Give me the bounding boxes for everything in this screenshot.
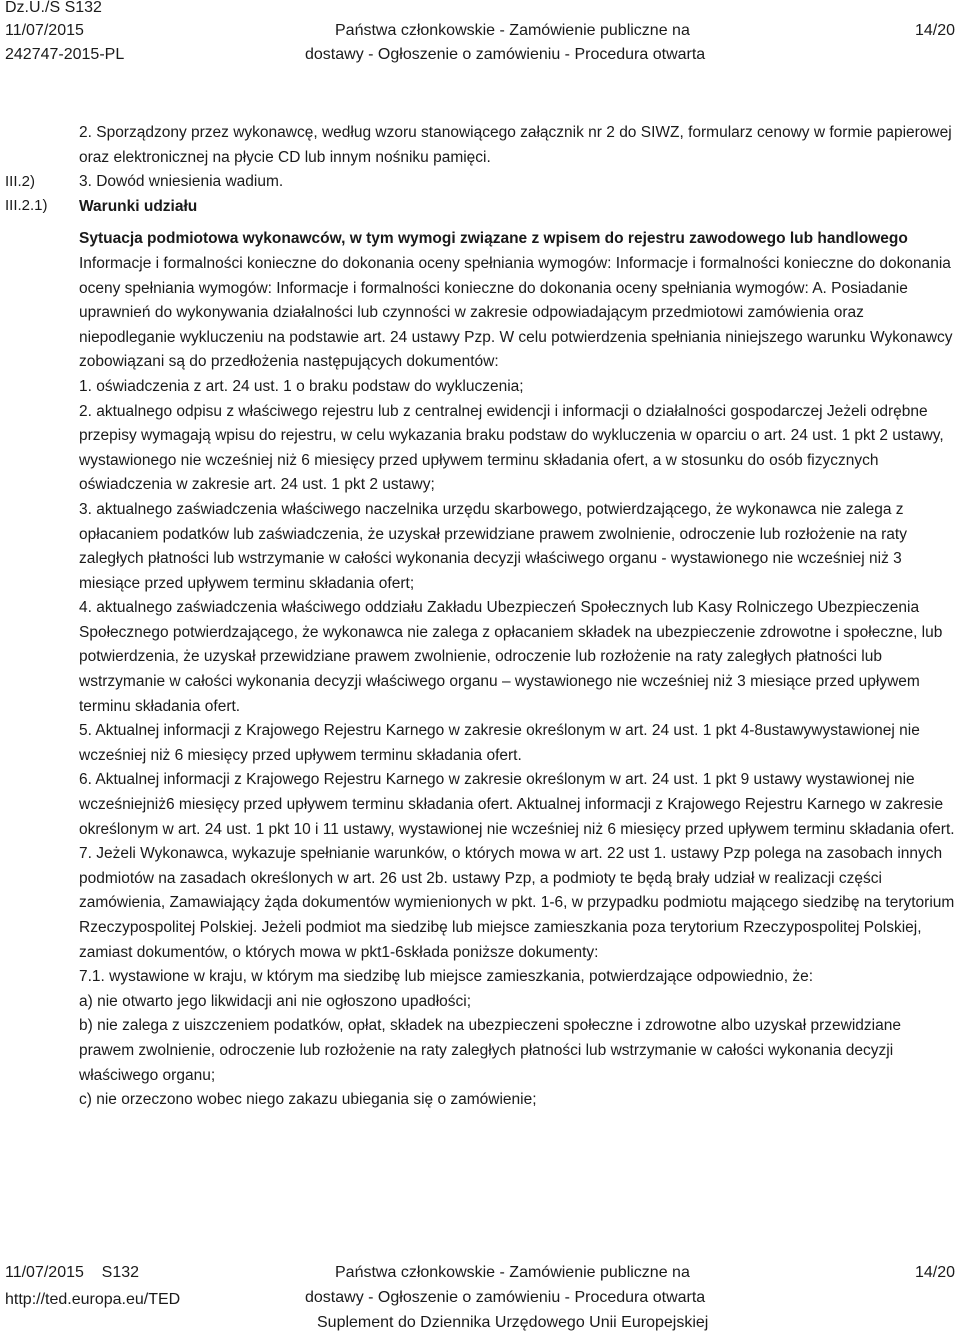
- section-number-iii-2-1: III.2.1): [5, 197, 48, 214]
- page-header: [0, 0, 960, 72]
- footer-title-line2: dostawy - Ogłoszenie o zamówieniu - Procedura otwarta: [305, 1289, 706, 1306]
- paragraph-info: Informacje i formalności konieczne do dokonania oceny spełniania wymogów: Informacje i formalności konieczne do dokonania oceny spełniania wymogów: Informacje i formalności konieczne do dokonania oceny spełniania wymogów: A. Posiadanie uprawnień do wykonywania działalności lub czynności w zakresie odpowiadającym przedmiotowi zamówienia oraz niepodleganie wykluczeniu na podstawie art. 24 ustawy Pzp. W celu potwierdzenia spełniania niniejszego warunku Wykonawcy zobowiązani są do przedłożenia następujących dokumentów:: [79, 254, 953, 371]
- header-title-line2: dostawy - Ogłoszenie o zamówieniu - Procedura otwarta: [305, 46, 706, 63]
- list-item-6: 6. Aktualnej informacji z Krajowego Rejestru Karnego w zakresie określonym w art. 24 ust. 1 pkt 9 ustawy wystawionej nie wcześniejniż6 miesięcy przed upływem terminu składania ofert. Aktualnej informacji z Krajowego Rejestru Karnego w zakresie określonym w art. 24 ust. 1 pkt 10 i 11 ustawy, wystawionej nie wcześniej niż 6 miesięcy przed upływem terminu składania ofert.: [79, 771, 955, 838]
- list-item-2: 2. aktualnego odpisu z właściwego rejestru lub z centralnej ewidencji i informacji o działalności gospodarczej Jeżeli odrębne przepisy wymagają wpisu do rejestru, w celu wykazania braku podstaw do wykluczenia w oparciu o art. 24 ust. 1 pkt 2 ustawy, wystawionego nie wcześniej niż 6 miesięcy przed upływem terminu składania ofert, a w stosunku do osób fizycznych oświadczenia w zakresie art. 24 ust. 1 pkt 2 ustawy;: [79, 402, 944, 494]
- list-item-7: 7. Jeżeli Wykonawca, wykazuje spełnianie warunków, o których mowa w art. 22 ust 1. ustawy Pzp polega na zasobach innych podmiotów na zasadach określonych w art. 26 ust 2b. ustawy Pzp, a podmioty te będą brały udział w realizacji części zamówienia, Zamawiający żąda dokumentów wymienionych w pkt. 1-6, w przypadku podmiotu mającego siedzibę na terytorium Rzeczypospolitej Polskiej. Jeżeli podmiot ma siedzibę lub miejsce zamieszkania poza terytorium Rzeczypospolitej Polskiej, zamiast dokumentów, o których mowa w pkt1-6składa poniższe dokumenty:: [79, 845, 955, 961]
- page-footer: [0, 1262, 960, 1334]
- header-date: 11/07/2015: [5, 22, 84, 39]
- list-item-b: b) nie zalega z uiszczeniem podatków, opłat, składek na ubezpieczeni społeczne i zdrowotne albo uzyskał przewidziane prawem zwolnienie, odroczenie lub rozłożenie na raty zaległych płatności lub wstrzymanie w całości wykonania decyzji właściwego organu;: [79, 1017, 901, 1084]
- list-item-a: a) nie otwarto jego likwidacji ani nie ogłoszono upadłości;: [79, 992, 472, 1010]
- paragraph-item-3: 3. Dowód wniesienia wadium.: [79, 173, 284, 191]
- list-item-c: c) nie orzeczono wobec niego zakazu ubiegania się o zamówienie;: [79, 1091, 537, 1109]
- list-item-7-1: 7.1. wystawione w kraju, w którym ma siedzibę lub miejsce zamieszkania, potwierdzające odpowiednio, że:: [79, 968, 813, 986]
- footer-title-line3: Suplement do Dziennika Urzędowego Unii Europejskiej: [317, 1314, 709, 1331]
- footer-date-section: 11/07/2015 S132: [5, 1264, 140, 1281]
- paragraph-item-2: 2. Sporządzony przez wykonawcę, według wzoru stanowiącego załącznik nr 2 do SIWZ, formularz cenowy w formie papierowej oraz elektronicznej na płycie CD lub innym nośniku pamięci.: [79, 124, 952, 166]
- footer-url-link[interactable]: http://ted.europa.eu/TED: [5, 1291, 181, 1308]
- list-item-3: 3. aktualnego zaświadczenia właściwego naczelnika urzędu skarbowego, potwierdzającego, że wykonawca nie zalega z opłacaniem podatków lub zaświadczenia, że uzyskał przewidziane prawem zwolnienie, odroczenie lub rozłożenie na raty zaległych płatności lub wstrzymanie w całości wykonania decyzji właściwego organu - wystawionego nie wcześniej niż 3 miesiące przed upływem terminu składania ofert;: [79, 500, 907, 592]
- list-item-4: 4. aktualnego zaświadczenia właściwego oddziału Zakładu Ubezpieczeń Społecznych lub Kasy Rolniczego Ubezpieczenia Społecznego potwierdzającego, że wykonawca nie zalega z opłacaniem składek na ubezpieczenie zdrowotne i społeczne, lub potwierdzenia, że uzyskał przewidziane prawem zwolnienie, odroczenie lub rozłożenie na raty zaległych płatności lub wstrzymanie w całości wykonania decyzji właściwego organu – wystawionego nie wcześniej niż 3 miesiące przed upływem terminu składania ofert.: [79, 599, 943, 715]
- document-body: [79, 121, 959, 1113]
- footer-title-line1: Państwa członkowskie - Zamówienie publiczne na: [335, 1264, 690, 1281]
- subsection-heading-sytuacja: Sytuacja podmiotowa wykonawców, w tym wymogi związane z wpisem do rejestru zawodowego lub handlowego: [79, 230, 908, 248]
- header-title-line1: Państwa członkowskie - Zamówienie publiczne na: [335, 22, 690, 39]
- header-page-number: 14/20: [914, 22, 955, 39]
- list-item-1: 1. oświadczenia z art. 24 ust. 1 o braku podstaw do wykluczenia;: [79, 377, 524, 395]
- section-number-iii-2: III.2): [5, 173, 36, 190]
- list-item-5: 5. Aktualnej informacji z Krajowego Rejestru Karnego w zakresie określonym w art. 24 ust. 1 pkt 4-8ustawywystawionej nie wcześniej niż 6 miesięcy przed upływem terminu składania ofert.: [79, 722, 920, 764]
- header-notice-id: 242747-2015-PL: [5, 46, 125, 63]
- header-doc-ref: Dz.U./S S132: [5, 0, 102, 16]
- footer-page-number: 14/20: [914, 1264, 955, 1281]
- section-heading-warunki: Warunki udziału: [79, 197, 198, 215]
